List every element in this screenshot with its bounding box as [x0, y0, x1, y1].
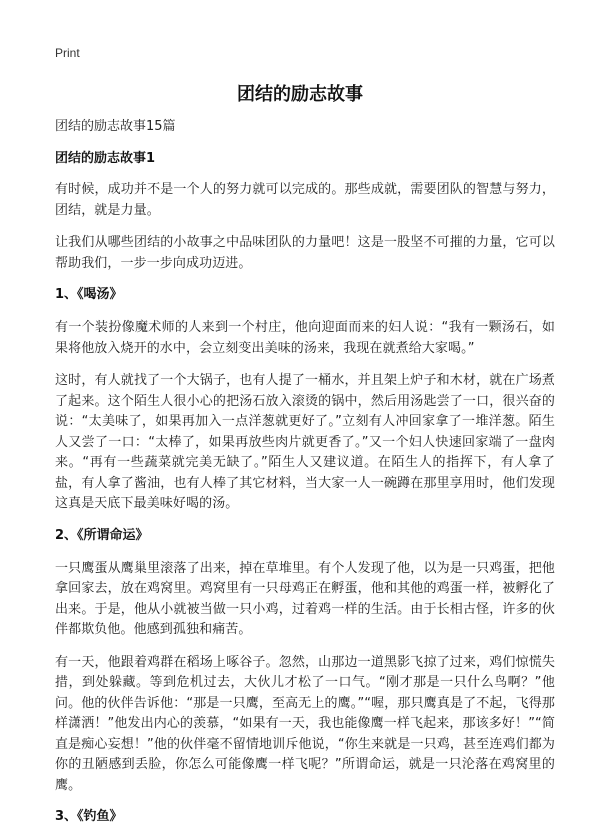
story-paragraph: 有一个装扮像魔术师的人来到一个村庄，他向迎面而来的妇人说：“我有一颗汤石，如果将他放入烧开的水中，会立刻变出美味的汤来，我现在就煮给大家喝。”	[55, 320, 555, 356]
section-heading: 1、《喝汤》	[55, 287, 123, 302]
story-heading: 团结的励志故事1	[55, 151, 156, 166]
document-subtitle: 团结的励志故事15篇	[55, 119, 176, 134]
section-heading: 2、《所谓命运》	[55, 527, 149, 543]
story-paragraph: 这时，有人就找了一个大锅子，也有人提了一桶水，并且架上炉子和木材，就在广场煮了起来。这个陌生人很小心的把汤石放入滚烫的锅中，然后用汤匙尝了一口，很兴奋的说：“太美味了，如果再加入一点洋葱就更好了。”立刻有人冲回家拿了一堆洋葱。陌生人又尝了一口：“太棒了，如果再放些肉片就更香了。”又一个妇人快速回家端了一盘肉来。“再有一些蔬菜就完美无缺了。”陌生人又建议道。在陌生人的指挥下，有人拿了盐，有人拿了酱油，也有人棒了其它材料，当大家一人一碗蹲在那里享用时，他们发现这真是天底下最美味好喝的汤。	[55, 373, 555, 511]
story-paragraph: 一只鹰蛋从鹰巢里滚落了出来，掉在草堆里。有个人发现了他，以为是一只鸡蛋，把他拿回家去，放在鸡窝里。鸡窝里有一只母鸡正在孵蛋，他和其他的鸡蛋一样，被孵化了出来。于是，他从小就被当做一只小鸡，过着鸡一样的生活。由于长相古怪，许多的伙伴都欺负他。他感到孤独和痛苦。	[55, 560, 555, 637]
document-body	[55, 118, 555, 828]
intro-paragraph: 有时候，成功并不是一个人的努力就可以完成的。那些成就，需要团队的智慧与努力，团结，就是力量。	[55, 182, 555, 218]
print-link[interactable]: Print	[55, 46, 80, 60]
story-paragraph: 有一天，他跟着鸡群在稻场上啄谷子。忽然，山那边一道黑影飞掠了过来，鸡们惊慌失措，到处躲藏。等到危机过去，大伙儿才松了一口气。“刚才那是一只什么鸟啊？”他问。他的伙伴告诉他：“那是一只鹰，至高无上的鹰。”“喔，那只鹰真是了不起，飞得那样潇洒！”他发出内心的羡慕，“如果有一天，我也能像鹰一样飞起来，那该多好！”“简直是痴心妄想！”他的伙伴毫不留情地训斥他说，“你生来就是一只鸡，甚至连鸡们都为你的丑陋感到丢脸，你怎么可能像鹰一样飞呢？”所谓命运，就是一只沦落在鸡窝里的鹰。	[55, 654, 555, 793]
document-title: 团结的励志故事	[237, 84, 363, 105]
section-heading: 3、《钓鱼》	[55, 809, 123, 824]
intro-paragraph: 让我们从哪些团结的小故事之中品味团队的力量吧！这是一股坚不可摧的力量，它可以帮助我们，一步一步向成功迈进。	[55, 235, 555, 271]
